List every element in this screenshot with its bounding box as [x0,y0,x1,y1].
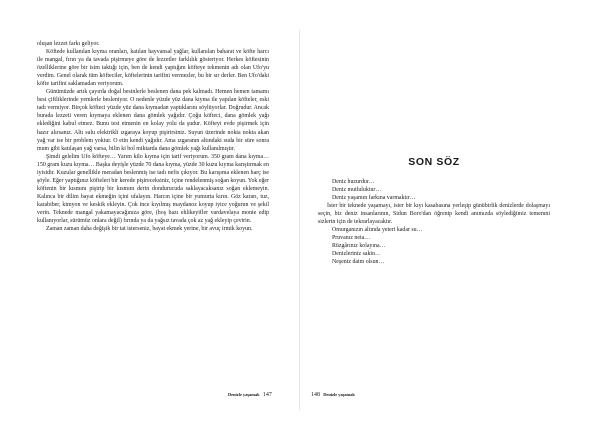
page-number: 147 [262,392,272,398]
paragraph: Günümüzde artık çayırda doğal besinlerle beslenen dana pek kalmadı. Hemen hemen tamamı besi çiftliklerinde yemlerle besleniyor. O nedenle yüzde yüz dana kıyma ile yapılan köfteler, eski tadı vermiyor. Birçok köfteci yüzde yüz dana kıymadan yaptıklarını söylüyorlar. Doğrudur. Ancak burada lezzeti veren kıymaya eklenen dana gömlek yağıdır. Çoğu köfteci, dana gömlek yağı eklediğini kabul etmez. Bunu test etmenin en kolay yolu da şudur. Köfteyi evde pişirmek için hazır alırsanız. Altı sulu elektrikli ızgaraya koyup pişirirsiniz. Suyun üzerinde nokta nokta akan yağ var ise bir problem yoktur. O etin kendi yağıdır. Ama ızgaranın altındaki suda bir süre sonra mum gibi katılaşan yağ varsa, bilin ki bol miktarda dana gömlek yağı kullanılmıştır. [37,89,269,152]
left-page-footer [228,392,272,398]
running-title: Denizle yaşamak [323,392,355,397]
chapter-title: SON SÖZ [408,156,460,168]
verse-line: Neşeniz daim olsun… [332,259,385,266]
paragraph: oluşan lezzet farkı geliyor. [37,41,100,47]
left-body-text [37,40,269,233]
running-title: Denizle yaşamak [228,392,260,397]
verse-line: Rüzgârınız kolayına… [332,243,386,250]
verse-line: Deniz mutluluktur… [332,187,382,194]
paragraph: Zaman zaman daha değişik bir tat isterseniz, bayat ekmek yerine, bir avuç irmik koyun. [46,226,253,233]
page-number: 148 [311,392,320,398]
paragraph: Şimdi gelelim Ufo köfteye… Yarım kilo kıyma için tarif veriyorum. 350 gram dana kıyma… 150 gram kuzu kıyma… Başka deyişle yüzde 70 dana kıyma, yüzde 30 kuzu kıyma karıştırmak en iyisidir. Kuzular genellikle meradan beslenmiş ise tadı nefis çıkıyor. Bu karışıma eklenen harç ise şöyle. Eğer yaptığınız köfteleri bir kerede pişireceksiniz, içine rendelenmiş soğan koyun. Yok eğer köftenin bir kısmını pişirip bir kısmını derin dondurucuda saklayacaksanız soğan eklemeyin. Kalınca bir dilim bayat ekmeğin içini ufalayın. Harcın içine bir yumurta kırın. Göz kararı, tuz, karabiber, kimyon ve keskik ekleyin. Çok ince kıyılmış maydanoz koyup iyice yoğurun ve şekil verin. Teknede mangal yakamayacağınıza göre, (hoş bazı ehlikeyifler vardavelaya monte edip kullanıyorlar, sürümüz onlara değil) fırında ya da yağsız tavada çok az yağ ekleyip çevirin. [37,153,269,225]
closing-paragraph: İster bir teknede yaşamayı, ister bir kıyı kasabasına yerleşip günübirlik denizlerde dolaşmayı seçin, biz deniz insanlarının, Sidun Boro'dan öğrenip kendi anımızda söylediğimiz tememni sizlerin için de tekrarlayacaktır. [318,203,550,226]
closing-text [318,178,550,267]
verse-line: Pruvanız neta… [332,235,371,242]
verse-line: Deniz yaşamın farkına varmaktır… [332,195,416,202]
verse-line: Denizleriniz sakin… [332,251,381,258]
paragraph: Köftede kullanılan kıyma oranları, katılan hayvansal yağlar, kullanılan baharat ve köfte harcı ile mangal, fırın ya da tavada pişirmeye göre de lezzetler farklılık gösteriyor. Herkes köftesinin özelliklerine göre bir isim taktığı için, ben de kendi yaptığım köfteye tekmenin adı olan Ufo'yu verdim. Genel olarak tüm köfteciler, köftelerinin tarifini vermezler, bu bir sır derler. Ben Ufo'daki köfte tarifini saklamadan veriyorum. [37,49,269,88]
right-page-footer [311,392,355,398]
verse-line: Omurganızın altında yeteri kadar su… [332,227,423,234]
verse-line: Deniz huzurdur… [332,179,375,185]
